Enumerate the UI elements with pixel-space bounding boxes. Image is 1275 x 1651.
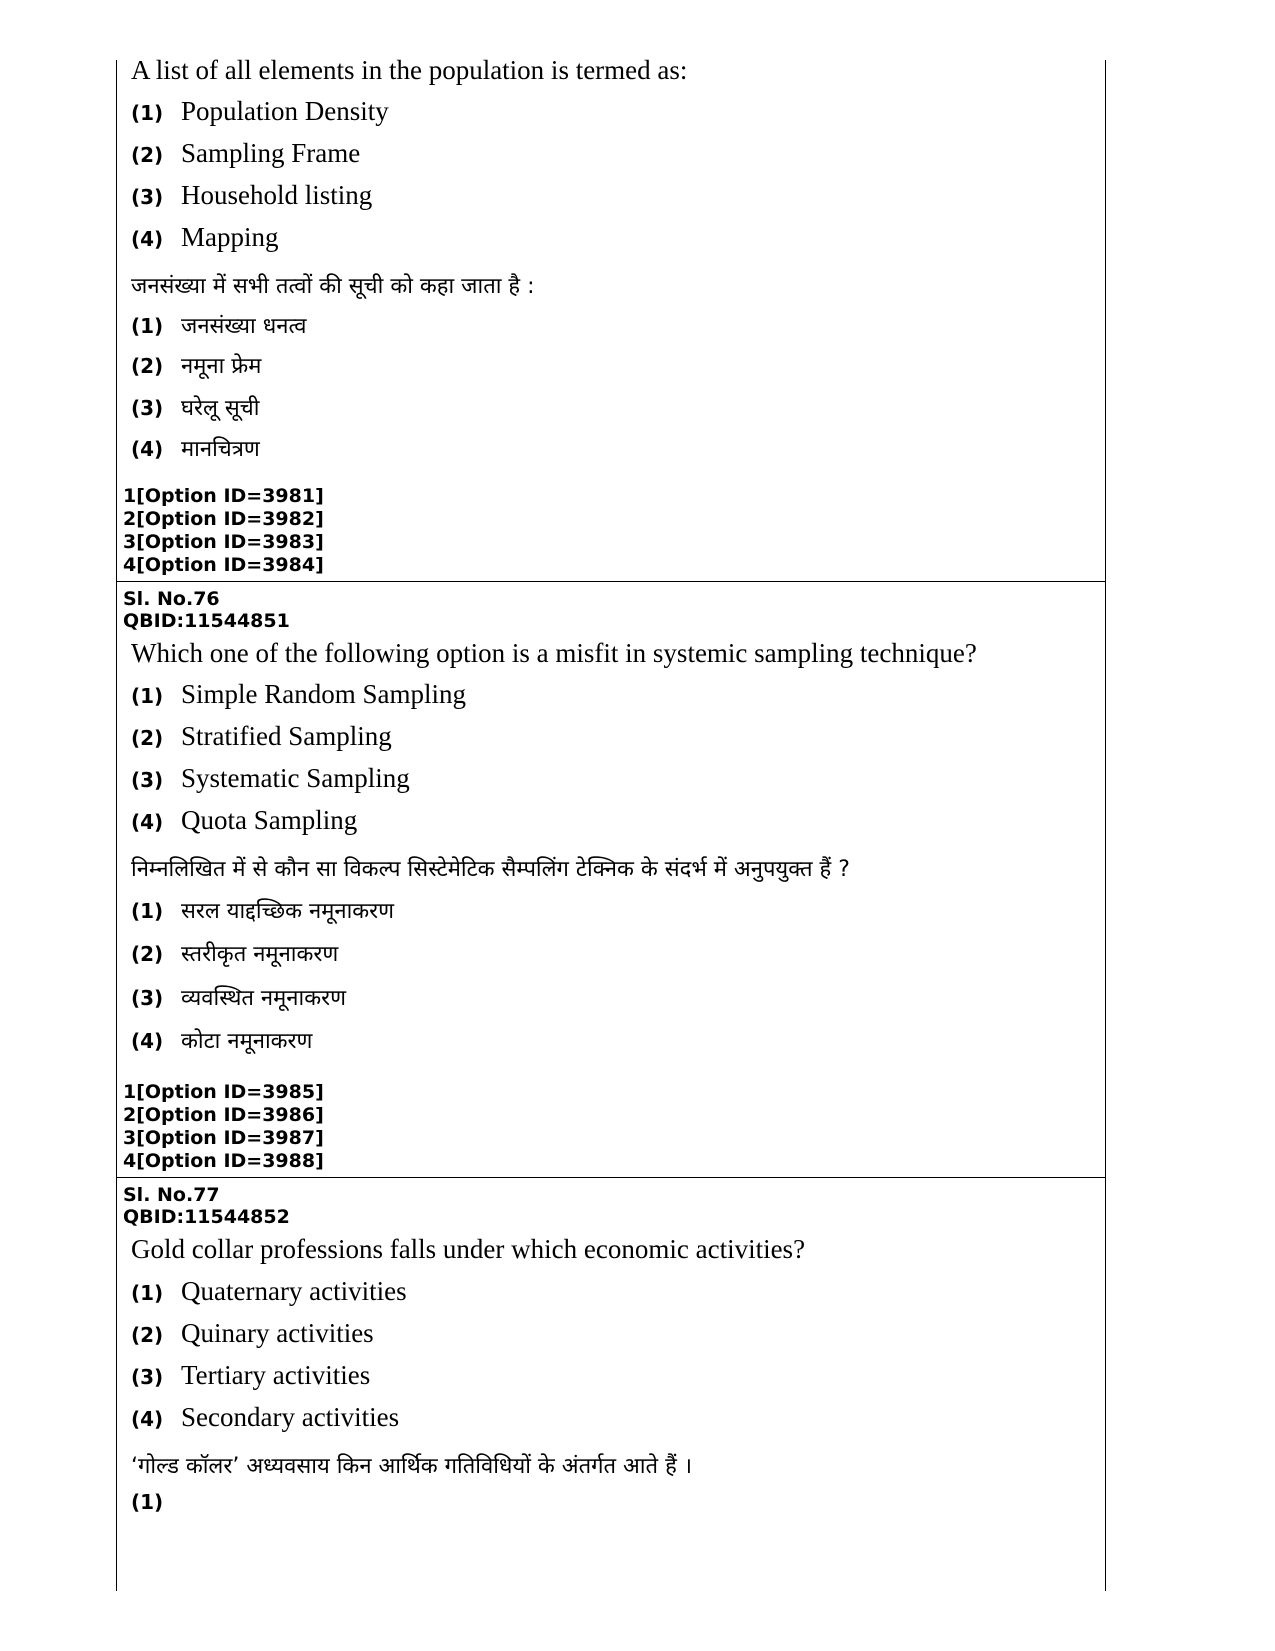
option-number: (4) bbox=[131, 227, 164, 251]
option-2-en bbox=[131, 1318, 374, 1349]
question-text-en: Gold collar professions falls under which economic activities? bbox=[131, 1234, 806, 1264]
option-number: (1) bbox=[131, 314, 164, 338]
option-text: Secondary activities bbox=[181, 1402, 400, 1432]
question-text-hi: जनसंख्या में सभी तत्वों की सूची को कहा जाता है : bbox=[131, 274, 535, 299]
option-id-1: 1[Option ID=3981] bbox=[123, 485, 324, 507]
option-text: नमूना फ्रेम bbox=[181, 354, 262, 379]
option-4-hi bbox=[131, 433, 260, 463]
question-table bbox=[116, 55, 1106, 1591]
option-2-en bbox=[131, 721, 392, 752]
option-text: Mapping bbox=[181, 222, 279, 252]
question-text-hi: ‘गोल्ड कॉलर’ अध्यवसाय किन आर्थिक गतिविधियों के अंतर्गत आते हैं । bbox=[131, 1454, 693, 1479]
qbid: QBID:11544852 bbox=[123, 1206, 290, 1228]
option-1-hi bbox=[131, 310, 307, 340]
option-number: (2) bbox=[131, 726, 164, 750]
option-text: स्तरीकृत नमूनाकरण bbox=[181, 942, 339, 967]
question-text-en: Which one of the following option is a misfit in systemic sampling technique? bbox=[131, 638, 977, 668]
row-divider bbox=[117, 1177, 1105, 1178]
option-text: Quota Sampling bbox=[181, 805, 358, 835]
option-text: सरल याद्दच्छिक नमूनाकरण bbox=[181, 899, 395, 924]
option-text: Systematic Sampling bbox=[181, 763, 410, 793]
option-number: (2) bbox=[131, 143, 164, 167]
option-text: Sampling Frame bbox=[181, 138, 361, 168]
option-4-hi bbox=[131, 1025, 312, 1055]
option-text: व्यवस्थित नमूनाकरण bbox=[181, 986, 346, 1011]
option-text: मानचित्रण bbox=[181, 437, 260, 462]
option-number: (1) bbox=[131, 899, 164, 923]
option-text: Population Density bbox=[181, 96, 389, 126]
option-3-hi bbox=[131, 392, 259, 422]
option-text: Quinary activities bbox=[181, 1318, 374, 1348]
option-number: (4) bbox=[131, 1029, 164, 1053]
question-text-en: A list of all elements in the population is termed as: bbox=[131, 55, 688, 85]
option-text: Quaternary activities bbox=[181, 1276, 407, 1306]
option-number: (4) bbox=[131, 810, 164, 834]
option-number: (1) bbox=[131, 1490, 164, 1514]
option-3-hi bbox=[131, 982, 346, 1012]
option-text: Household listing bbox=[181, 180, 373, 210]
option-text: Simple Random Sampling bbox=[181, 679, 467, 709]
option-id-2: 2[Option ID=3986] bbox=[123, 1104, 324, 1126]
option-number: (4) bbox=[131, 1407, 164, 1431]
option-id-3: 3[Option ID=3983] bbox=[123, 531, 324, 553]
option-number: (3) bbox=[131, 1365, 164, 1389]
option-number: (3) bbox=[131, 768, 164, 792]
option-id-1: 1[Option ID=3985] bbox=[123, 1081, 324, 1103]
option-number: (2) bbox=[131, 354, 164, 378]
option-3-en bbox=[131, 1360, 370, 1391]
option-text: घरेलू सूची bbox=[181, 396, 260, 421]
option-1-en bbox=[131, 1276, 407, 1307]
option-text: Stratified Sampling bbox=[181, 721, 392, 751]
option-text: Tertiary activities bbox=[181, 1360, 371, 1390]
option-1-hi bbox=[131, 1490, 181, 1515]
option-text: कोटा नमूनाकरण bbox=[181, 1029, 313, 1054]
option-4-en bbox=[131, 222, 279, 253]
option-number: (4) bbox=[131, 437, 164, 461]
option-3-en bbox=[131, 180, 372, 211]
option-1-en bbox=[131, 96, 389, 127]
serial-number: Sl. No.76 bbox=[123, 588, 220, 610]
option-number: (3) bbox=[131, 986, 164, 1010]
option-number: (2) bbox=[131, 942, 164, 966]
option-2-hi bbox=[131, 350, 261, 380]
row-divider bbox=[117, 581, 1105, 582]
option-number: (1) bbox=[131, 684, 164, 708]
option-number: (1) bbox=[131, 101, 164, 125]
option-id-4: 4[Option ID=3988] bbox=[123, 1150, 324, 1172]
option-number: (2) bbox=[131, 1323, 164, 1347]
option-id-2: 2[Option ID=3982] bbox=[123, 508, 324, 530]
qbid: QBID:11544851 bbox=[123, 610, 290, 632]
option-id-3: 3[Option ID=3987] bbox=[123, 1127, 324, 1149]
option-number: (3) bbox=[131, 185, 164, 209]
option-4-en bbox=[131, 1402, 399, 1433]
option-1-hi bbox=[131, 895, 394, 925]
option-4-en bbox=[131, 805, 357, 836]
option-text: जनसंख्या धनत्व bbox=[181, 314, 307, 339]
question-text-hi: निम्नलिखित में से कौन सा विकल्प सिस्टेमेटिक सैम्पलिंग टेक्निक के संदर्भ में अनुपयुक्त हैं ? bbox=[131, 857, 850, 882]
option-id-4: 4[Option ID=3984] bbox=[123, 554, 324, 576]
option-1-en bbox=[131, 679, 466, 710]
option-number: (1) bbox=[131, 1281, 164, 1305]
option-3-en bbox=[131, 763, 410, 794]
option-2-en bbox=[131, 138, 360, 169]
option-2-hi bbox=[131, 938, 338, 968]
option-number: (3) bbox=[131, 396, 164, 420]
serial-number: Sl. No.77 bbox=[123, 1184, 220, 1206]
